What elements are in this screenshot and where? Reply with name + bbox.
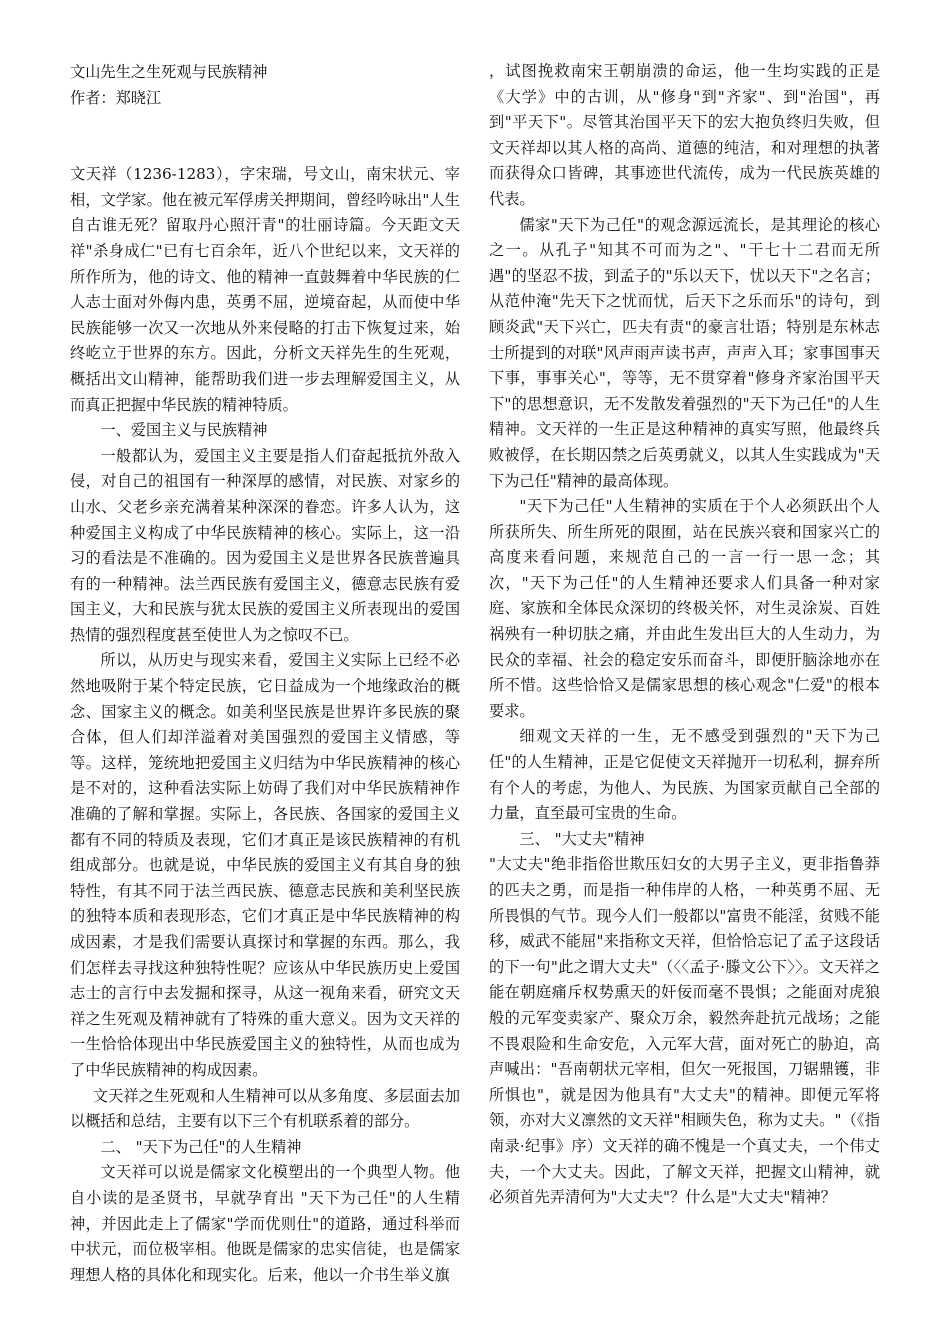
article-title: 文山先生之生死观与民族精神 bbox=[70, 63, 268, 81]
paragraph-continued: 文天祥可以说是儒家文化模塑出的一个典型人物。他自小读的是圣贤书，早就孕育出 "天下为己任"的人生精神，并因此走上了儒家"学而优则仕"的道路，通过科举而中状元，而位极宰相。他既是儒家的忠实信徒，也是儒家理想人格的具体化和现实化。后来，他以一介书生举义旗 bbox=[70, 1163, 460, 1284]
article-author: 作者：郑晓江 bbox=[70, 88, 162, 107]
section-heading-2: 二、 "天下为己任"的人生精神 bbox=[100, 1137, 302, 1156]
spacer bbox=[70, 111, 460, 162]
paragraph: 一般都认为，爱国主义主要是指人们奋起抵抗外敌入侵，对自己的祖国有一种深厚的感情，对民族、对家乡的山水、父老乡亲充满着某种深深的眷恋。许多人认为，这种爱国主义构成了中华民族精神的核心。实际上，这一沿习的看法是不准确的。因为爱国主义是世界各民族普遍具有的一种精神。法兰西民族有爱国主义，德意志民族有爱国主义，大和民族与犹太民族的爱国主义所表现出的爱国热情的强烈程度甚至使世人为之惊叹不已。 bbox=[70, 446, 460, 644]
paragraph: "大丈夫"绝非指俗世欺压妇女的大男子主义，更非指鲁莽的匹夫之勇，而是指一种伟岸的人格，一种英勇不屈、无所畏惧的气节。现今人们一般都以"富贵不能淫，贫贱不能移，威武不能屈"来指称文天祥，但恰恰忘记了孟子这段话的下一句"此之谓大丈夫"（〈〈孟子·滕文公下〉〉。文天祥之能在朝庭痛斥权势熏天的奸佞而毫不畏惧；之能面对虎狼般的元军变卖家产、聚众万余，毅然奔赴抗元战场；之能不畏艰险和生命安危，入元军大营，面对死亡的胁迫，高声喊出："吾南朝状元宰相，但欠一死报国，刀锯鼎镬，非所惧也"，就是因为他具有"大丈夫"的精神。即便元军将领，亦对大义凛然的文天祥"相顾失色，称为丈夫。"（《指南录·纪事》序）文天祥的确不愧是一个真丈夫，一个伟丈夫，一个大丈夫。因此，了解文天祥，把握文山精神，就必须首先弄清何为"大丈夫"？什么是"大丈夫"精神？ bbox=[489, 855, 880, 1207]
paragraph-continuation: ，试图挽救南宋王朝崩溃的命运，他一生均实践的正是《大学》中的古训，从"修身"到"齐家"、到"治国"，再到"平天下"。尽管其治国平天下的宏大抱负终归失败，但文天祥却以其人格的高尚、道德的纯洁，和对理想的执著而获得众口皆碑，其事迹世代流传，成为一代民族英雄的代表。 bbox=[489, 62, 880, 208]
paragraph: 文天祥之生死观和人生精神可以从多角度、多层面去加以概括和总结，主要有以下三个有机联系着的部分。 bbox=[70, 1086, 460, 1131]
paragraph: 所以，从历史与现实来看，爱国主义实际上已经不必然地吸附于某个特定民族，它日益成为一个地缘政治的概念、国家主义的概念。如美利坚民族是世界许多民族的聚合体，但人们却洋溢着对美国强烈的爱国主义情感，等等。这样，笼统地把爱国主义归结为中华民族精神的核心是不对的，这种看法实际上妨碍了我们对中华民族精神作准确的了解和掌握。实际上，各民族、各国家的爱国主义都有不同的特质及表现，它们才真正是该民族精神的有机组成部分。也就是说，中华民族的爱国主义有其自身的独特性，有其不同于法兰西民族、德意志民族和美利坚民族的独特本质和表现形态，它们才真正是中华民族精神的构成因素，才是我们需要认真探讨和掌握的东西。那么，我们怎样去寻找这种独特性呢？应该从中华民族历史上爱国志士的言行中去发掘和探寻，从这一视角来看，研究文天祥之生死观及精神就有了特殊的重大意义。因为文天祥的一生恰恰体现出中华民族爱国主义的独特性，从而也成为了中华民族精神的构成因素。 bbox=[70, 651, 460, 1079]
paragraph: 细观文天祥的一生，无不感受到强烈的"天下为己任"的人生精神，正是它促使文天祥抛开一切私利，摒弃所有个人的考虑，为他人、为民族、为国家贡献自己全部的力量，直至最可宝贵的生命。 bbox=[489, 727, 880, 823]
section-heading-3: 三、 "大丈夫"精神 bbox=[519, 829, 645, 848]
left-column bbox=[70, 60, 460, 1288]
paragraph: 儒家"天下为己任"的观念源远流长，是其理论的核心之一。从孔子"知其不可而为之"、"干七十二君而无所遇"的坚忍不拔，到孟子的"乐以天下，忧以天下"之名言；从范仲淹"先天下之忧而忧，后天下之乐而乐"的诗句，到顾炎武"天下兴亡，匹夫有责"的豪言壮语；特别是东林志士所提到的对联"风声雨声读书声，声声入耳；家事国事天下事，事事关心"，等等，无不贯穿着"修身齐家治国平天下"的思想意识，无不发散发着强烈的"天下为己任"的人生精神。文天祥的一生正是这种精神的真实写照，他最终兵败被俘，在长期囚禁之后英勇就义，以其人生实践成为"天下为己任"精神的最高体现。 bbox=[489, 215, 880, 490]
paragraph-intro: 文天祥（1236-1283），字宋瑞，号文山，南宋状元、宰相，文学家。他在被元军俘虏关押期间，曾经吟咏出"人生自古谁无死？留取丹心照汗青"的壮丽诗篇。今天距文天祥"杀身成仁"已有七百余年，近八个世纪以来，文天祥的所作所为，他的诗文、他的精神一直鼓舞着中华民族的仁人志士面对外侮内患，英勇不屈，逆境奋起，从而使中华民族能够一次又一次地从外来侵略的打击下恢复过来，始终屹立于世界的东方。因此，分析文天祥先生的生死观，概括出文山精神，能帮助我们进一步去理解爱国主义，从而真正把握中华民族的精神特质。 bbox=[70, 165, 460, 414]
section-heading-1: 一、爱国主义与民族精神 bbox=[100, 421, 268, 440]
paragraph: "天下为己任"人生精神的实质在于个人必须跃出个人所获所失、所生所死的限囿，站在民族兴衰和国家兴亡的高度来看问题，来规范自己的一言一行一思一念；其次，"天下为己任"的人生精神还要求人们具备一种对家庭、家族和全体民众深切的终极关怀，对生灵涂炭、百姓祸殃有一种切肤之痛，并由此生发出巨大的人生动力，为民众的幸福、社会的稳定安乐而奋斗，即便肝脑涂地亦在所不惜。这些恰恰又是儒家思想的核心观念"仁爱"的根本要求。 bbox=[489, 497, 880, 720]
right-column bbox=[489, 59, 880, 1211]
